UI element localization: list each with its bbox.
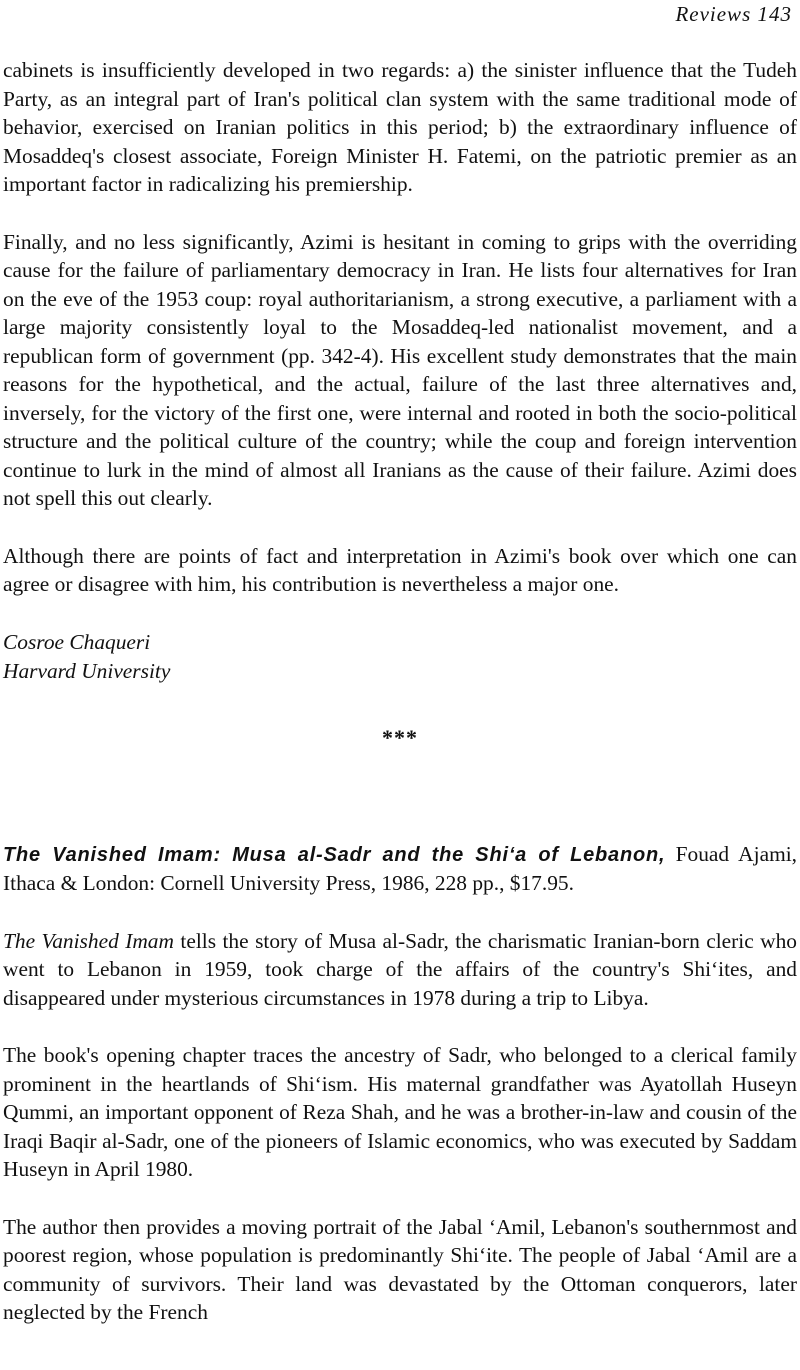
reviewer-name: Cosroe Chaqueri — [3, 629, 151, 654]
page-body — [3, 56, 797, 1327]
review2-paragraph-1 — [3, 927, 797, 1013]
review2-paragraph-1-text: tells the story of Musa al-Sadr, the charismatic Iranian-born cleric who went to Lebanon in 1959, took charge of the affairs of the country's Shi‘ites, and disappeared under mysterious circumstances in 1978 during a trip to Libya. — [3, 928, 797, 1010]
review1-paragraph-3: Although there are points of fact and interpretation in Azimi's book over which one can agree or disagree with him, his contribution is nevertheless a major one. — [3, 543, 797, 596]
section-separator: *** — [382, 724, 418, 750]
review2-paragraph-3: The author then provides a moving portrait of the Jabal ‘Amil, Lebanon's southernmost and poorest region, whose population is predominantly Shi‘ite. The people of Jabal ‘Amil are a community of survivors. Their land was devastated by the Ottoman conquerors, later neglected by the French — [3, 1214, 797, 1324]
review1-paragraph-1: cabinets is insufficiently developed in two regards: a) the sinister influence that the Tudeh Party, as an integral part of Iran's political clan system with the same traditional mode of behavior, exercised on Iranian politics in this period; b) the extraordinary influence of Mosaddeq's closest associate, Foreign Minister H. Fatemi, on the patriotic premier as an important factor in radicalizing his premiership. — [3, 58, 797, 196]
review2-paragraph-2: The book's opening chapter traces the ancestry of Sadr, who belonged to a clerical family prominent in the heartlands of Shi‘ism. His maternal grandfather was Ayatollah Huseyn Qummi, an important opponent of Reza Shah, and he was a brother-in-law and cousin of the Iraqi Baqir al-Sadr, one of the pioneers of Islamic economics, who was executed by Saddam Huseyn in April 1980. — [3, 1043, 797, 1181]
book-details: Fouad Ajami, Ithaca & London: Cornell University Press, 1986, 228 pp., $17.95. — [3, 841, 797, 895]
reviewer-signature — [3, 628, 797, 686]
review2-paragraph-1-title: The Vanished Imam — [3, 928, 174, 953]
reviewer-affiliation: Harvard University — [3, 658, 171, 683]
running-head: Reviews 143 — [675, 2, 792, 26]
book-title: The Vanished Imam: Musa al-Sadr and the Shi‘a of Lebanon, — [3, 843, 666, 866]
book-citation — [3, 840, 797, 898]
review1-paragraph-2: Finally, and no less significantly, Azimi is hesitant in coming to grips with the overriding cause for the failure of parliamentary democracy in Iran. He lists four alternatives for Iran on the eve of the 1953 coup: royal authoritarianism, a strong executive, a parliament with a large majority consistently loyal to the Mosaddeq-led nationalist movement, and a republican form of government (pp. 342-4). His excellent study demonstrates that the main reasons for the hypothetical, and the actual, failure of the last three alternatives and, inversely, for the victory of the first one, were internal and rooted in both the socio-political structure and the political culture of the country; while the coup and foreign intervention continue to lurk in the mind of almost all Iranians as the cause of their failure. Azimi does not spell this out clearly. — [3, 229, 797, 510]
